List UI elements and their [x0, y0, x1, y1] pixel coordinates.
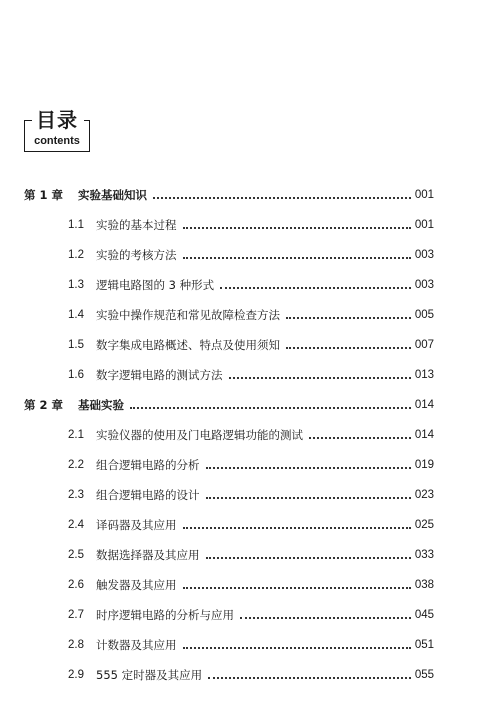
entry-number: 2.1 [68, 429, 84, 441]
entry-number: 第 2 章 [24, 398, 64, 412]
entry-page-number: 001 [414, 219, 434, 231]
entry-number: 2.9 [68, 669, 84, 681]
entry-title: 实验仪器的使用及门电路逻辑功能的测试 [96, 428, 303, 442]
entry-title: 数字逻辑电路的测试方法 [96, 368, 223, 382]
toc-entry-section-1-1[interactable] [68, 214, 434, 232]
header-frame-line [24, 151, 90, 152]
toc-entry-section-1-3[interactable] [68, 274, 434, 292]
toc-entry-section-2-3[interactable] [68, 484, 434, 502]
entry-title: 组合逻辑电路的设计 [96, 488, 200, 502]
toc-entry-section-1-6[interactable] [68, 364, 434, 382]
entry-title: 实验基础知识 [78, 188, 147, 202]
dot-leader [206, 497, 411, 499]
dot-leader [208, 677, 411, 679]
entry-page-number: 019 [414, 459, 434, 471]
entry-page-number: 014 [414, 429, 434, 441]
entry-number: 2.3 [68, 489, 84, 501]
entry-title: 组合逻辑电路的分析 [96, 458, 200, 472]
dot-leader [309, 437, 411, 439]
dot-leader [183, 587, 411, 589]
toc-entry-section-2-6[interactable] [68, 574, 434, 592]
toc-entry-section-2-1[interactable] [68, 424, 434, 442]
header-frame-line [24, 120, 32, 121]
entry-page-number: 003 [414, 249, 434, 261]
entry-page-number: 033 [414, 549, 434, 561]
dot-leader [220, 287, 411, 289]
entry-number: 1.6 [68, 369, 84, 381]
toc-entry-section-1-4[interactable] [68, 304, 434, 322]
entry-number: 2.5 [68, 549, 84, 561]
dot-leader [183, 527, 411, 529]
entry-number: 1.3 [68, 279, 84, 291]
dot-leader [183, 257, 411, 259]
toc-entry-section-2-9[interactable] [68, 664, 434, 682]
entry-page-number: 051 [414, 639, 434, 651]
entry-title: 触发器及其应用 [96, 578, 177, 592]
entry-page-number: 045 [414, 609, 434, 621]
entry-number: 1.2 [68, 249, 84, 261]
entry-page-number: 003 [414, 279, 434, 291]
toc-entry-section-2-2[interactable] [68, 454, 434, 472]
entry-number: 1.4 [68, 309, 84, 321]
entry-page-number: 025 [414, 519, 434, 531]
entry-number: 1.5 [68, 339, 84, 351]
entry-title: 基础实验 [78, 398, 124, 412]
entry-number: 1.1 [68, 219, 84, 231]
toc-entry-section-2-8[interactable] [68, 634, 434, 652]
dot-leader [130, 407, 411, 409]
toc-subtitle: contents [34, 135, 80, 147]
entry-number: 2.6 [68, 579, 84, 591]
entry-number: 2.8 [68, 639, 84, 651]
entry-title: 时序逻辑电路的分析与应用 [96, 608, 234, 622]
dot-leader [183, 227, 411, 229]
entry-page-number: 014 [414, 399, 434, 411]
dot-leader [286, 317, 411, 319]
entry-title: 数据选择器及其应用 [96, 548, 200, 562]
toc-title: 目录 [36, 108, 78, 132]
entry-title: 555 定时器及其应用 [96, 668, 203, 682]
entry-title: 译码器及其应用 [96, 518, 177, 532]
entry-number: 2.7 [68, 609, 84, 621]
toc-entry-chapter-1[interactable] [24, 184, 434, 202]
entry-page-number: 007 [414, 339, 434, 351]
dot-leader [206, 557, 411, 559]
entry-page-number: 001 [414, 189, 434, 201]
entry-page-number: 013 [414, 369, 434, 381]
entry-page-number: 005 [414, 309, 434, 321]
toc-entry-section-2-7[interactable] [68, 604, 434, 622]
dot-leader [286, 347, 411, 349]
dot-leader [206, 467, 411, 469]
entry-page-number: 055 [414, 669, 434, 681]
toc-entry-section-2-5[interactable] [68, 544, 434, 562]
entry-number: 第 1 章 [24, 188, 64, 202]
toc-entry-section-1-5[interactable] [68, 334, 434, 352]
toc-entry-section-1-2[interactable] [68, 244, 434, 262]
dot-leader [153, 197, 411, 199]
toc-entry-section-2-4[interactable] [68, 514, 434, 532]
toc-entry-chapter-2[interactable] [24, 394, 434, 412]
entry-number: 2.4 [68, 519, 84, 531]
entry-title: 实验的考核方法 [96, 248, 177, 262]
dot-leader [240, 617, 411, 619]
entry-title: 计数器及其应用 [96, 638, 177, 652]
entry-title: 逻辑电路图的 3 种形式 [96, 278, 215, 292]
toc-header [24, 110, 90, 152]
dot-leader [183, 647, 411, 649]
entry-page-number: 023 [414, 489, 434, 501]
entry-number: 2.2 [68, 459, 84, 471]
entry-title: 数字集成电路概述、特点及使用须知 [96, 338, 280, 352]
entry-page-number: 038 [414, 579, 434, 591]
entry-title: 实验的基本过程 [96, 218, 177, 232]
entry-title: 实验中操作规范和常见故障检查方法 [96, 308, 280, 322]
dot-leader [229, 377, 411, 379]
